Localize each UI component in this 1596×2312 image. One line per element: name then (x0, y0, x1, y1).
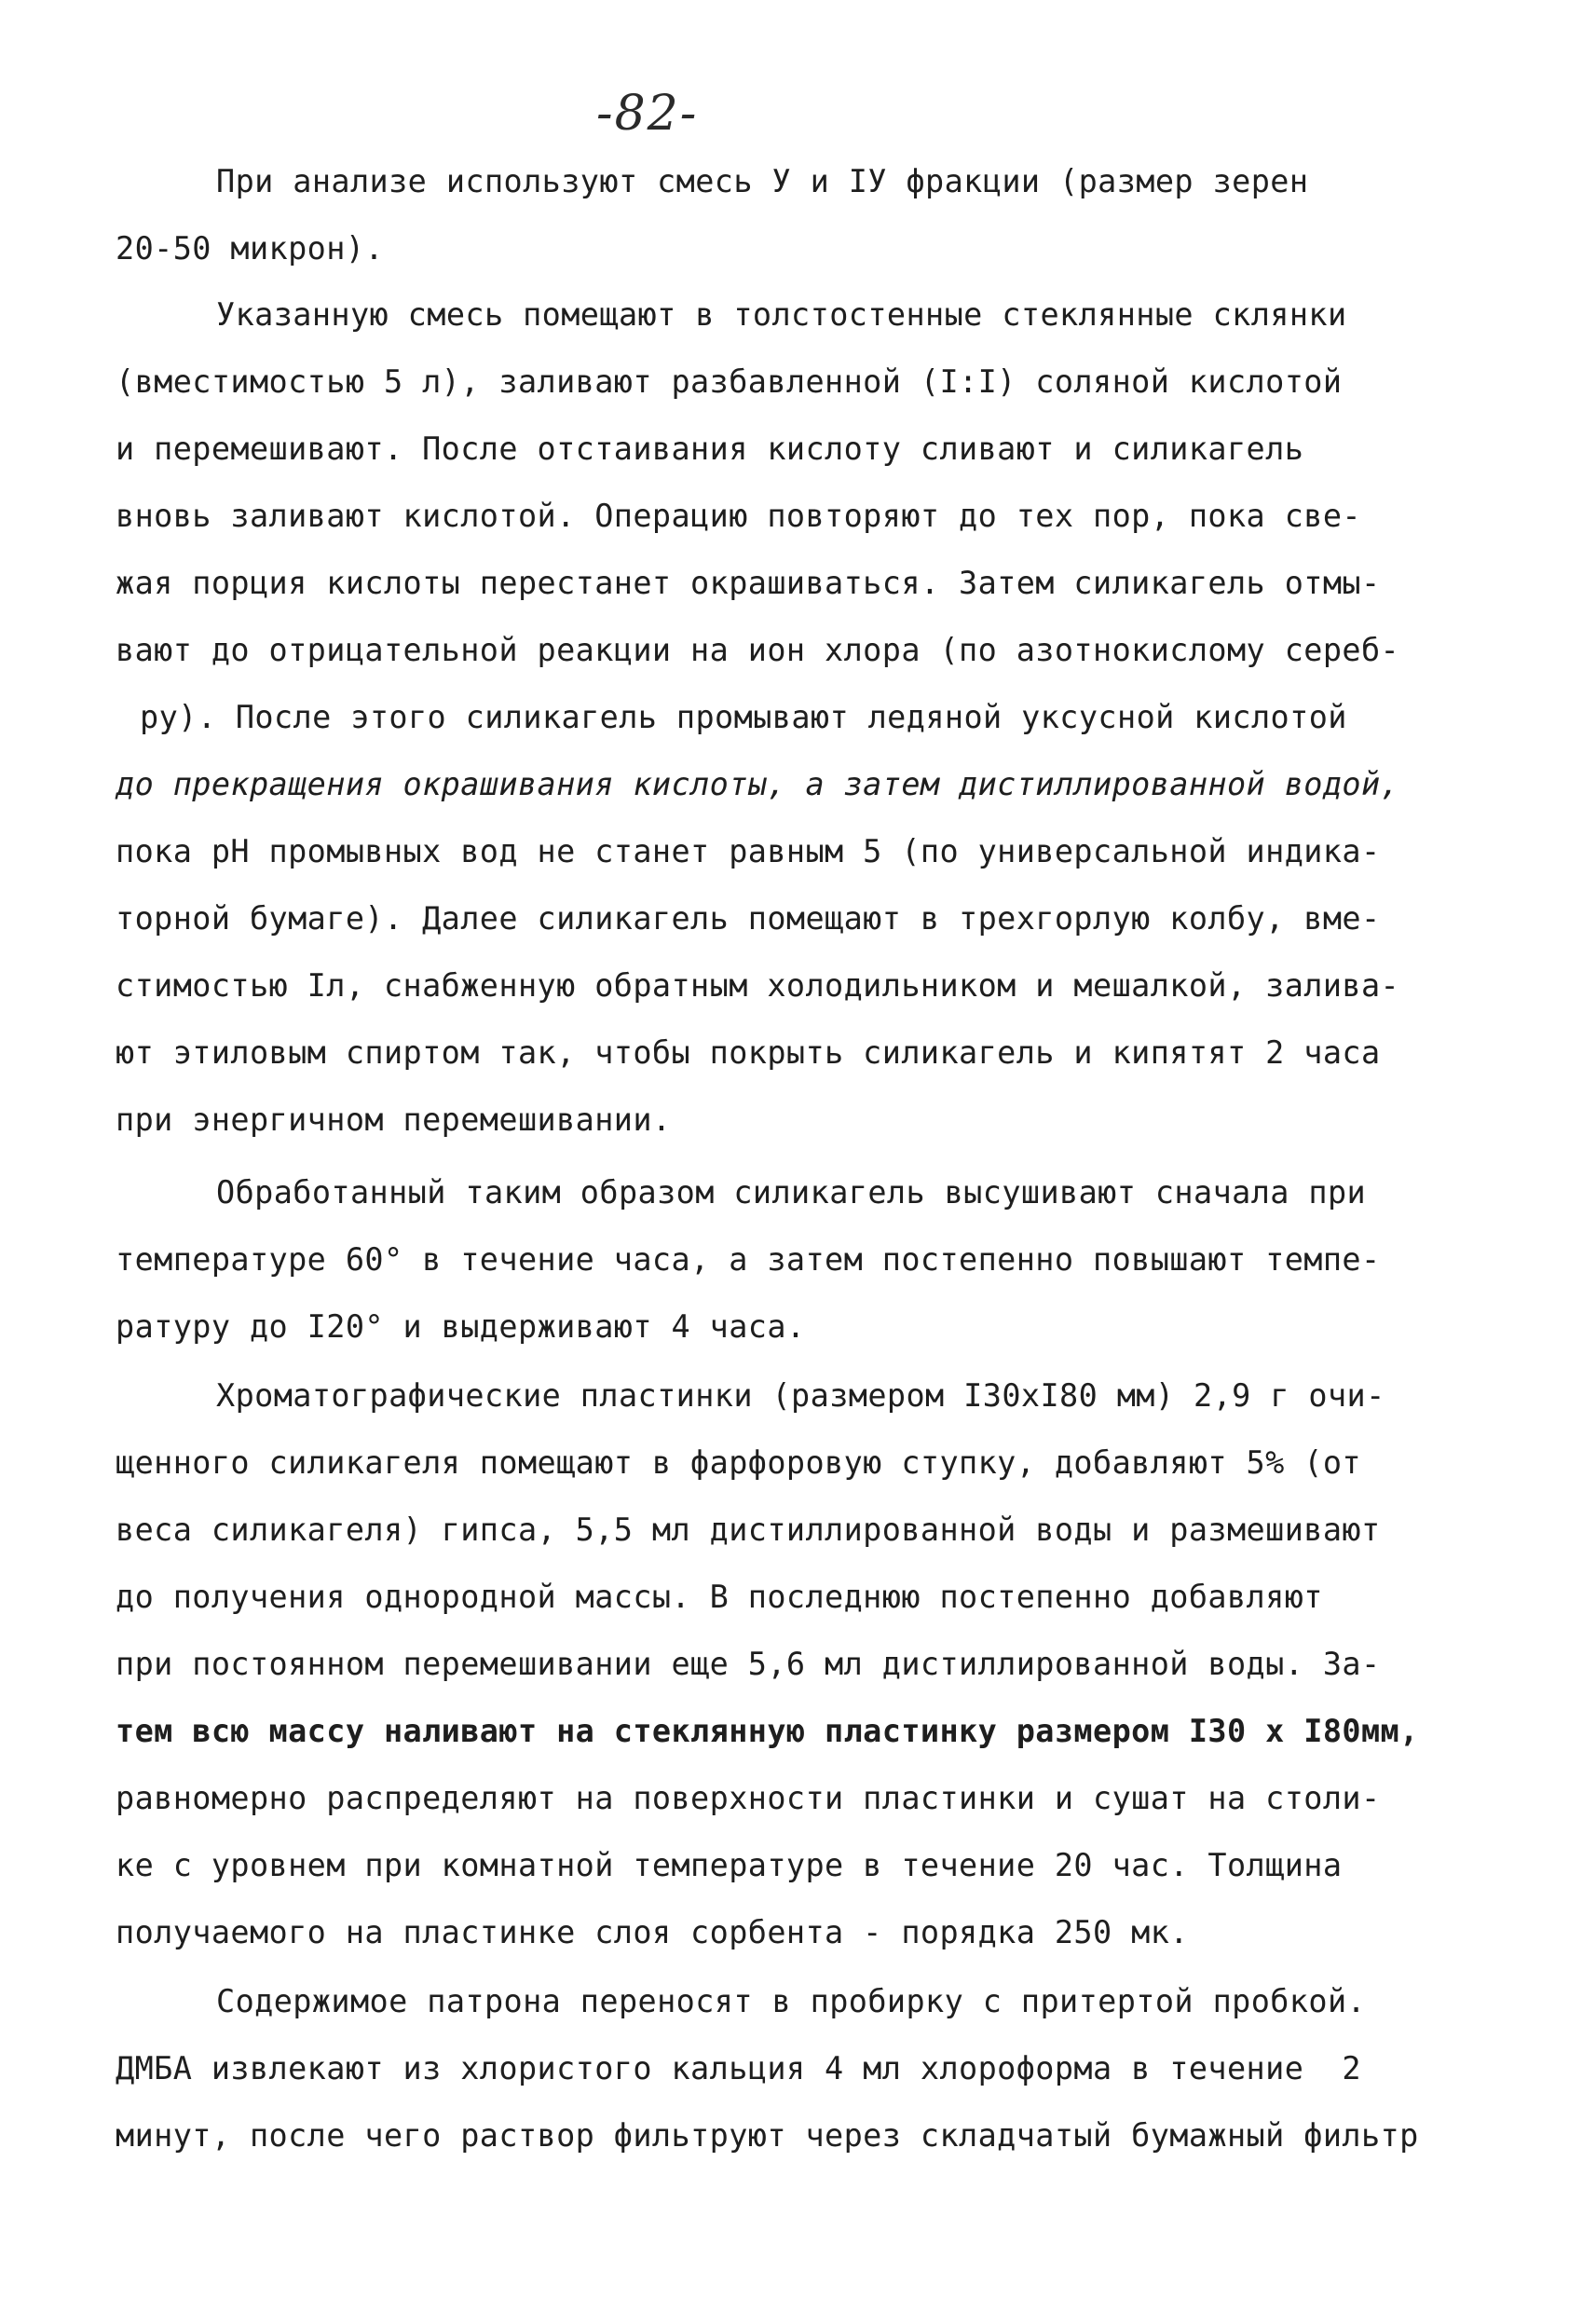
text-line: при энергичном перемешивании. (116, 1101, 672, 1138)
text-line: жая порция кислоты перестанет окрашиваться. Затем силикагель отмы- (116, 565, 1381, 601)
text-line: торной бумаге). Далее силикагель помещают в трехгорлую колбу, вме- (116, 900, 1381, 937)
text-line: ру). После этого силикагель промывают ледяной уксусной кислотой (140, 699, 1347, 735)
text-line: При анализе используют смесь У и IУ фракции (размер зерен (216, 163, 1309, 199)
text-line: вают до отрицательной реакции на ион хлора (по азотнокислому сереб- (116, 632, 1400, 668)
text-line: ке с уровнем при комнатной температуре в течение 20 час. Толщина (116, 1847, 1343, 1883)
text-line: ют этиловым спиртом так, чтобы покрыть силикагель и кипятят 2 часа (116, 1034, 1381, 1071)
text-line: получаемого на пластинке слоя сорбента - порядка 250 мк. (116, 1914, 1189, 1950)
text-line: 20-50 микрон). (116, 230, 384, 267)
text-line: ДМБА извлекают из хлористого кальция 4 мл хлороформа в течение 2 (116, 2050, 1361, 2086)
text-line: ратуру до I20° и выдерживают 4 часа. (116, 1308, 806, 1345)
text-line: Указанную смесь помещают в толстостенные стеклянные склянки (216, 296, 1347, 333)
text-line: стимостью Iл, снабженную обратным холодильником и мешалкой, залива- (116, 967, 1400, 1004)
text-line: Обработанный таким образом силикагель высушивают сначала при (216, 1174, 1367, 1211)
text-line: равномерно распределяют на поверхности пластинки и сушат на столи- (116, 1780, 1381, 1816)
text-line: температуре 60° в течение часа, а затем постепенно повышают темпе- (116, 1241, 1381, 1278)
text-line: Хроматографические пластинки (размером I30xI80 мм) 2,9 г очи- (216, 1377, 1385, 1414)
page-number: -82- (596, 86, 699, 142)
text-line: Содержимое патрона переносят в пробирку с притертой пробкой. (216, 1983, 1367, 2019)
text-line: пока рН промывных вод не станет равным 5 (по универсальной индика- (116, 833, 1381, 869)
text-line: при постоянном перемешивании еще 5,6 мл дистиллированной воды. За- (116, 1646, 1381, 1682)
text-line: веса силикагеля) гипса, 5,5 мл дистиллированной воды и размешивают (116, 1512, 1381, 1548)
text-line: (вместимостью 5 л), заливают разбавленной (I:I) соляной кислотой (116, 363, 1343, 400)
text-line: тем всю массу наливают на стеклянную пластинку размером I30 х I80мм, (116, 1713, 1419, 1749)
text-line: минут, после чего раствор фильтруют через складчатый бумажный фильтр (116, 2117, 1419, 2154)
text-line: до прекращения окрашивания кислоты, а затем дистиллированной водой, (116, 766, 1400, 802)
text-line: щенного силикагеля помещают в фарфоровую ступку, добавляют 5% (от (116, 1444, 1361, 1481)
text-line: вновь заливают кислотой. Операцию повторяют до тех пор, пока све- (116, 498, 1361, 534)
text-line: и перемешивают. После отстаивания кислоту сливают и силикагель (116, 431, 1304, 467)
text-line: до получения однородной массы. В последнюю постепенно добавляют (116, 1579, 1323, 1615)
